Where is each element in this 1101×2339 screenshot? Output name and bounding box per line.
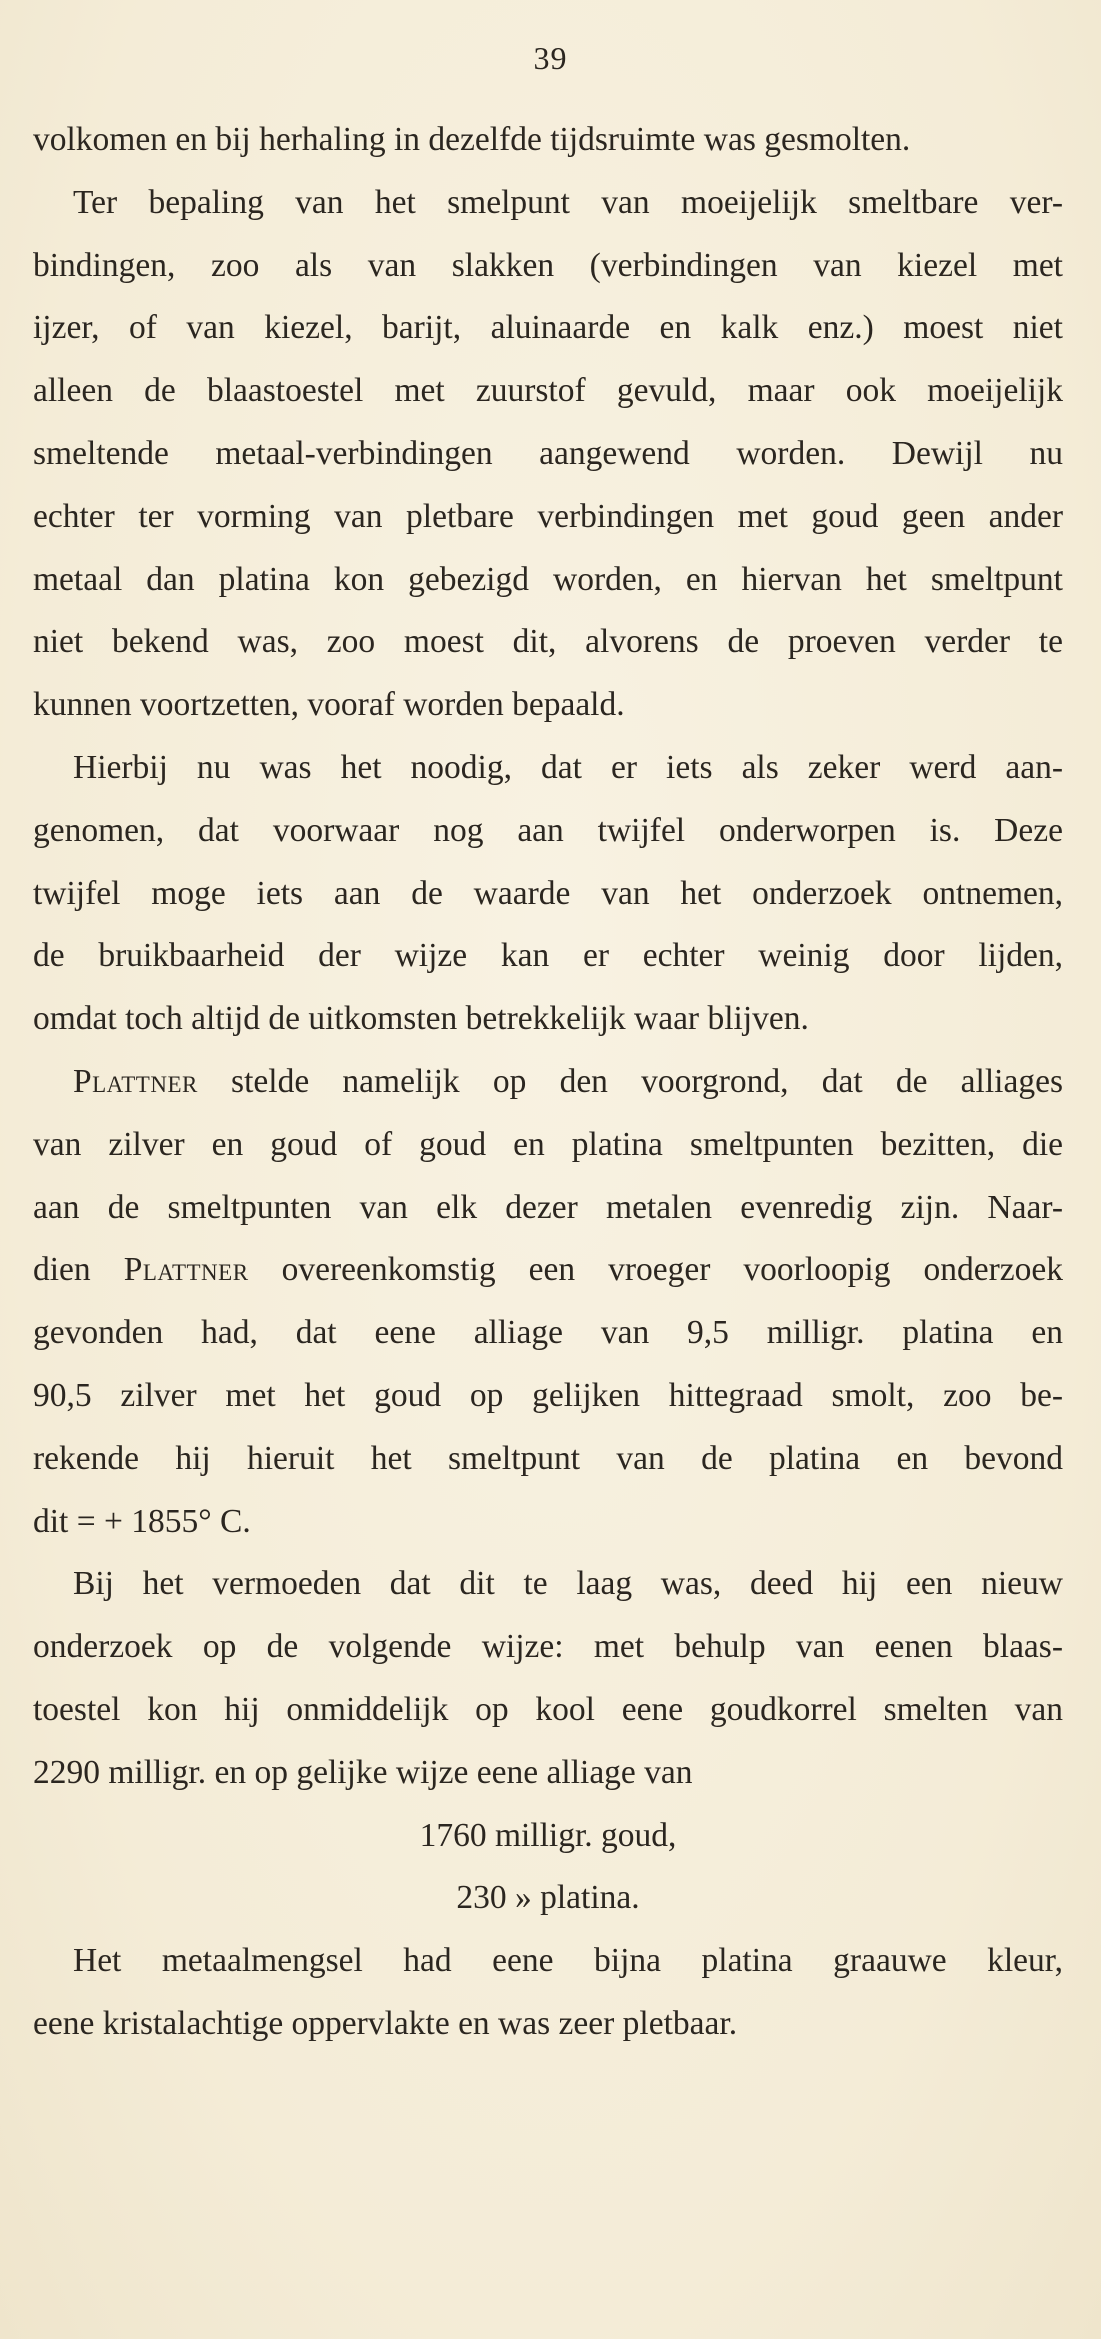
- text-line: [33, 172, 1063, 235]
- text-span: Ter bepaling van het smelpunt van moeijelijk smeltbare ver-: [73, 183, 1063, 221]
- text-line: [33, 549, 1063, 612]
- text-span: overeenkomstig een vroeger voorloopig onderzoek: [248, 1251, 1063, 1289]
- text-line: [33, 988, 1063, 1051]
- text-span: smeltende metaal-verbindingen aangewend worden. Dewijl nu: [33, 434, 1063, 472]
- text-line: [33, 1051, 1063, 1114]
- author-name: Plattner: [73, 1062, 198, 1100]
- text-line: [33, 486, 1063, 549]
- text-span: eene kristalachtige oppervlakte en was zeer pletbaar.: [33, 2004, 738, 2042]
- text-line: [33, 1993, 1063, 2056]
- text-line: [33, 423, 1063, 486]
- text-span: bindingen, zoo als van slakken (verbindingen van kiezel met: [33, 246, 1063, 284]
- text-span: ijzer, of van kiezel, barijt, aluinaarde en kalk enz.) moest niet: [33, 309, 1063, 347]
- text-span: genomen, dat voorwaar nog aan twijfel onderworpen is. Deze: [33, 811, 1063, 849]
- text-span: onderzoek op de volgende wijze: met behulp van eenen blaas-: [33, 1628, 1063, 1666]
- text-line: [33, 925, 1063, 988]
- text-line: [33, 235, 1063, 298]
- text-line: [33, 360, 1063, 423]
- text-span: Hierbij nu was het noodig, dat er iets als zeker werd aan-: [73, 748, 1063, 786]
- text-span: 2290 milligr. en op gelijke wijze eene alliage van: [33, 1753, 693, 1791]
- text-span: niet bekend was, zoo moest dit, alvorens de proeven verder te: [33, 623, 1063, 661]
- text-line: [33, 1867, 1063, 1930]
- text-span: toestel kon hij onmiddelijk op kool eene goudkorrel smelten van: [33, 1690, 1063, 1728]
- text-line: [33, 1616, 1063, 1679]
- text-span: stelde namelijk op den voorgrond, dat de alliages: [197, 1062, 1063, 1100]
- text-span: dien: [33, 1251, 124, 1289]
- text-span: 90,5 zilver met het goud op gelijken hittegraad smolt, zoo be-: [33, 1376, 1063, 1414]
- text-line: [33, 1491, 1063, 1554]
- text-span: gevonden had, dat eene alliage van 9,5 milligr. platina en: [33, 1314, 1063, 1352]
- text-span: twijfel moge iets aan de waarde van het onderzoek ontnemen,: [33, 874, 1063, 912]
- author-name: Plattner: [123, 1251, 249, 1289]
- text-line: [33, 1679, 1063, 1742]
- text-line: [33, 737, 1063, 800]
- text-span: metaal dan platina kon gebezigd worden, en hiervan het smeltpunt: [33, 560, 1063, 598]
- text-span: de bruikbaarheid der wijze kan er echter weinig door lijden,: [33, 937, 1063, 975]
- text-line: [33, 1930, 1063, 1993]
- text-line: [33, 297, 1063, 360]
- text-line: [33, 109, 1063, 172]
- text-line: [33, 1742, 1063, 1805]
- text-line: [33, 1114, 1063, 1177]
- text-span: 230 » platina.: [456, 1879, 640, 1917]
- text-line: [33, 1805, 1063, 1868]
- page-number: 39: [533, 40, 568, 76]
- text-line: [33, 800, 1063, 863]
- text-line: [33, 1428, 1063, 1491]
- text-span: dit = + 1855° C.: [33, 1502, 251, 1540]
- text-line: [33, 1239, 1063, 1302]
- text-line: [33, 863, 1063, 926]
- text-line: [33, 611, 1063, 674]
- text-line: [33, 1553, 1063, 1616]
- text-line: [33, 1302, 1063, 1365]
- text-line: [33, 1177, 1063, 1240]
- text-span: aan de smeltpunten van elk dezer metalen evenredig zijn. Naar-: [33, 1188, 1063, 1226]
- text-span: echter ter vorming van pletbare verbindingen met goud geen ander: [33, 497, 1063, 535]
- text-span: Bij het vermoeden dat dit te laag was, deed hij een nieuw: [73, 1565, 1063, 1603]
- text-span: omdat toch altijd de uitkomsten betrekkelijk waar blijven.: [33, 1000, 809, 1038]
- text-span: 1760 milligr. goud,: [419, 1816, 677, 1854]
- text-span: volkomen en bij herhaling in dezelfde tijdsruimte was gesmolten.: [33, 121, 911, 158]
- text-line: [33, 1365, 1063, 1428]
- text-line: [33, 674, 1063, 737]
- text-span: rekende hij hieruit het smeltpunt van de platina en bevond: [33, 1439, 1063, 1477]
- text-span: Het metaalmengsel had eene bijna platina graauwe kleur,: [73, 1942, 1063, 1980]
- text-span: alleen de blaastoestel met zuurstof gevuld, maar ook moeijelijk: [33, 372, 1063, 410]
- text-span: kunnen voortzetten, vooraf worden bepaald.: [33, 686, 625, 724]
- body-text: [33, 109, 1063, 2056]
- text-span: van zilver en goud of goud en platina smeltpunten bezitten, die: [33, 1125, 1063, 1163]
